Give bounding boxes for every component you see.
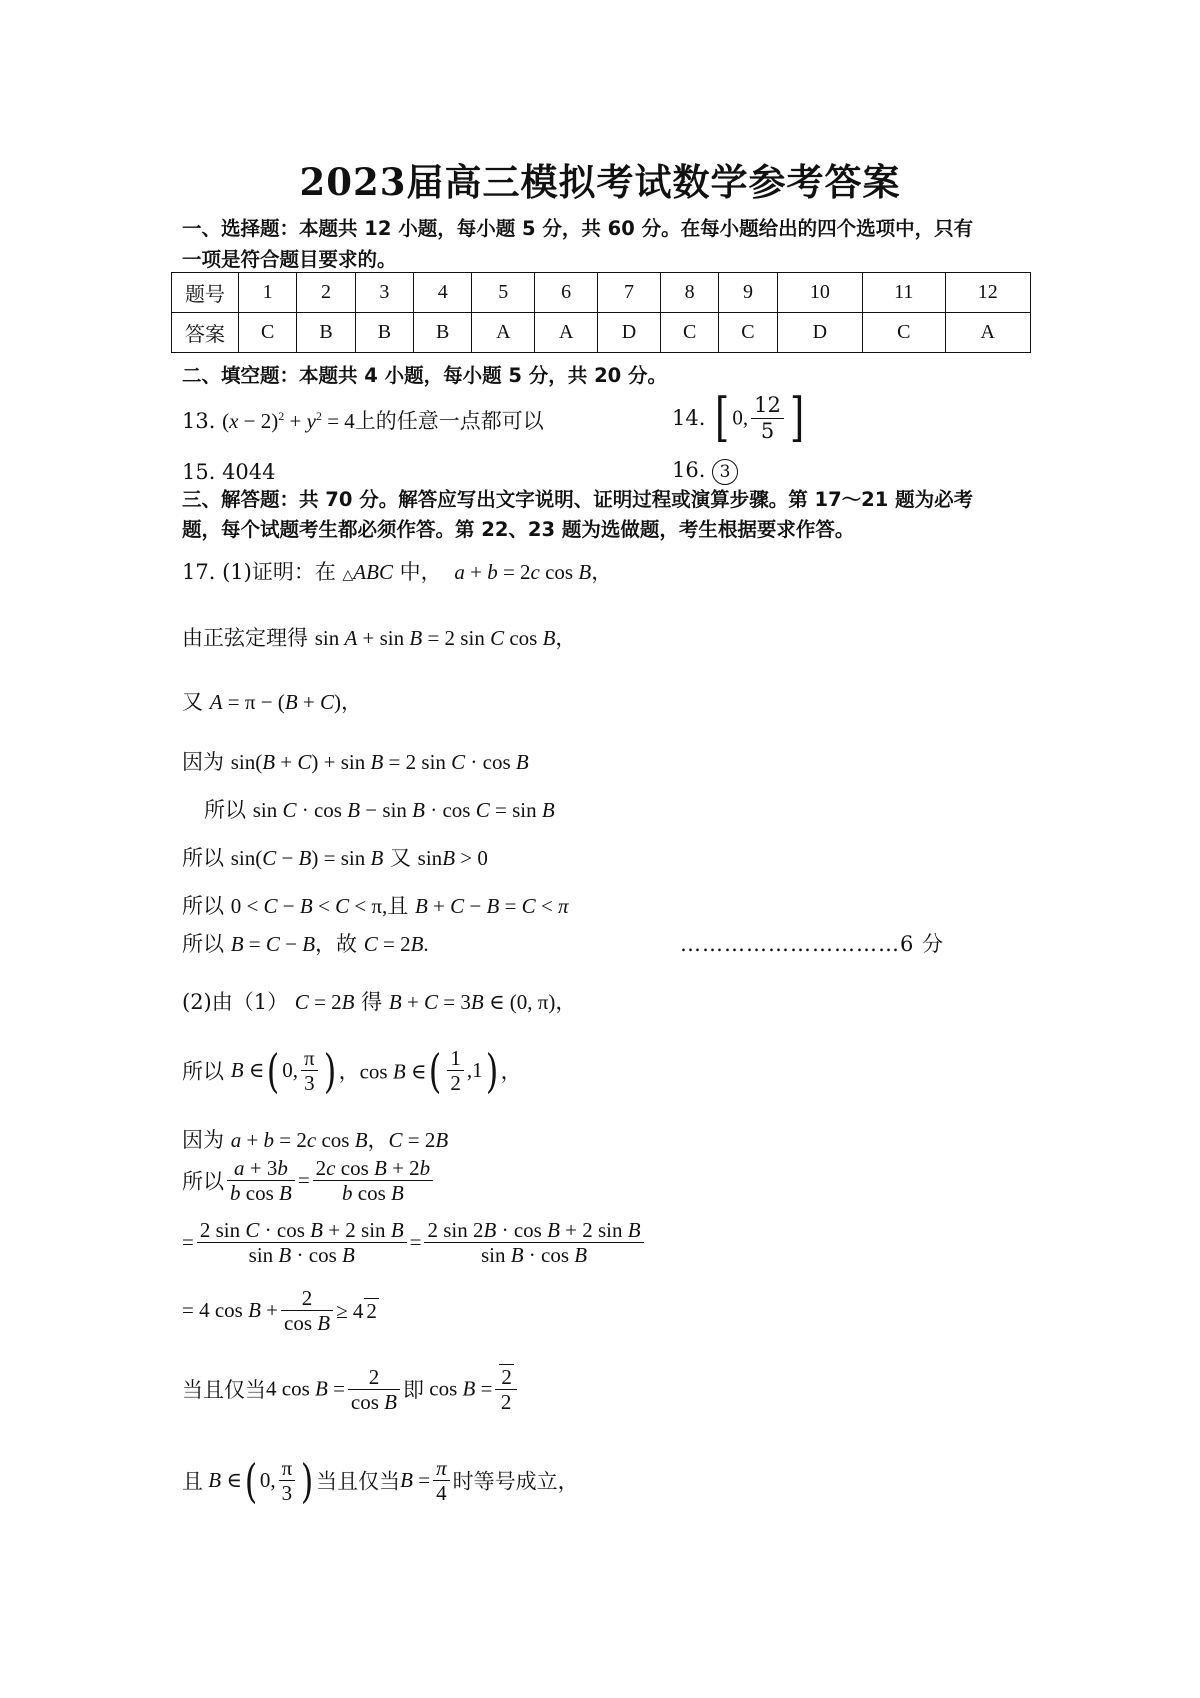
table-cell: A: [472, 313, 535, 353]
table-cell: 10: [777, 273, 862, 313]
sol17-line8: 所以 B = C − B，故 C = 2B.: [182, 932, 429, 956]
table-cell: C: [239, 313, 297, 353]
sol17-line7: 所以 0 < C − B < C < π,且 B + C − B = C < π: [182, 894, 569, 918]
section3-heading-line2: 题，每个试题考生都必须作答。第 22、23 题为选做题，考生根据要求作答。: [182, 518, 855, 541]
sol17-part2-line5: = $\frac{\text{2 sin C · cos B + 2 sin B}}{\text{sin B · cos B}}$ = $\frac{\text{2 sin 2B · cos B + 2 sin B}}{\text{sin B · cos B}}$: [182, 1218, 647, 1267]
table-cell: 4: [414, 273, 472, 313]
fill-q14: 14. [ 0, $\frac{12}{5}$ ]: [672, 388, 805, 448]
sol17-part2-line1: (2)由（1） C = 2B 得 B + C = 3B ∈ (0, π)，: [182, 990, 577, 1014]
sol17-part2-line3: 因为 a + b = 2c cos B，C = 2B: [182, 1128, 449, 1152]
table-cell: 12: [945, 273, 1031, 313]
table-cell: C: [719, 313, 777, 353]
sol17-line2: 由正弦定理得 sin A + sin B = 2 sin C cos B，: [182, 626, 577, 650]
sol17-part2-line2: 所以 B ∈( 0, $\frac{\pi}{3}$ ) ，cos B ∈( $\frac{1}{2}$ ,1) ，: [182, 1043, 522, 1098]
table-cell: B: [355, 313, 413, 353]
table-cell: 9: [719, 273, 777, 313]
sol17-line6: 所以 sin(C − B) = sin B 又 sinB > 0: [182, 846, 488, 870]
table-row-numbers: [172, 273, 1031, 313]
section1-heading-line2: 一项是符合题目要求的。: [182, 248, 397, 271]
section2-heading: 二、填空题：本题共 4 小题，每小题 5 分，共 20 分。: [182, 364, 668, 387]
table-cell: 5: [472, 273, 535, 313]
score-marker: …………………………6 分: [680, 932, 945, 956]
table-cell: 2: [297, 273, 355, 313]
table-cell: 6: [535, 273, 598, 313]
table-cell: A: [535, 313, 598, 353]
sol17-part2-line8: 且 B ∈( 0, $\frac{\pi}{3}$ ) 当且仅当B = $\frac{\pi}{4}$ 时等号成立，: [182, 1453, 579, 1508]
sol17-line1: 17. (1)证明：在 △ABC 中， a + b = 2c cos B，: [182, 560, 613, 584]
table-cell: A: [945, 313, 1031, 353]
fill-q13: 13. $(x - 2)^2 + y^2 = 4$上的任意一点都可以: [182, 409, 544, 433]
sol17-part2-line7: 当且仅当4 cos B = $\frac{2}{\text{cos B}}$ 即 cos B = $\frac{2}{2}$: [182, 1364, 520, 1414]
table-cell: C: [660, 313, 718, 353]
table-cell: D: [777, 313, 862, 353]
sol17-line5: 所以 sin C · cos B − sin B · cos C = sin B: [204, 798, 555, 822]
page-title: 2023届高三模拟考试数学参考答案: [299, 160, 901, 204]
table-cell: 11: [863, 273, 945, 313]
table-row-answers: [172, 313, 1031, 353]
sol17-part2-line4: 所以 $\frac{a + 3b}{\text{b cos B}}$ = $\frac{\text{2c cos B + 2b}}{\text{b cos B}}$: [182, 1156, 436, 1205]
table-cell: 7: [598, 273, 661, 313]
section1-heading-line1: 一、选择题：本题共 12 小题，每小题 5 分，共 60 分。在每小题给出的四个选项中，只有: [182, 217, 974, 240]
fill-q16: 16. 3: [672, 458, 738, 485]
table-cell: B: [414, 313, 472, 353]
table-cell: D: [598, 313, 661, 353]
table-cell: B: [297, 313, 355, 353]
table-cell: 1: [239, 273, 297, 313]
sol17-line3: 又 A = π − (B + C)，: [182, 690, 362, 714]
answer-table: [171, 272, 1031, 353]
fill-q15: 15. 4044: [182, 460, 276, 484]
table-cell: 3: [355, 273, 413, 313]
section3-heading-line1: 三、解答题：共 70 分。解答应写出文字说明、证明过程或演算步骤。第 17～21 题为必考: [182, 488, 974, 511]
table-cell: 8: [660, 273, 718, 313]
table-label-answer: 答案: [172, 313, 239, 353]
table-cell: C: [863, 313, 945, 353]
sol17-part2-line6: = 4 cos B + $\frac{2}{\text{cos B}}$ ≥ 4 2: [182, 1286, 377, 1336]
circled-answer: 3: [712, 459, 738, 485]
table-label-number: 题号: [172, 273, 239, 313]
sol17-line4: 因为 sin(B + C) + sin B = 2 sin C · cos B: [182, 750, 529, 774]
